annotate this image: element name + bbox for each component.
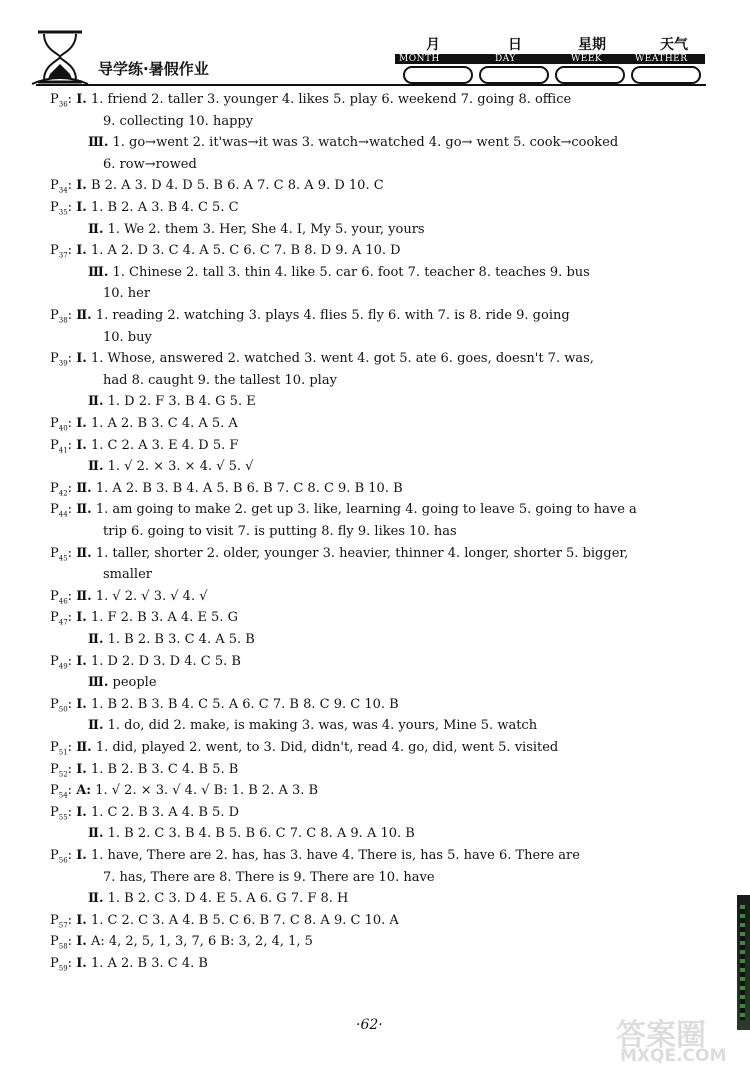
page-ref: $P_{49}$: [50, 653, 77, 671]
page-ref: $P_{36}$: [50, 92, 77, 109]
answer-line [50, 654, 241, 671]
section-marker: Ⅲ. [88, 264, 109, 280]
section-marker: Ⅱ. [88, 826, 104, 842]
page-ref-number: 55 [58, 813, 68, 822]
answer-line [103, 114, 253, 129]
section-marker: Ⅱ. [76, 502, 92, 518]
section-marker: Ⅰ. [76, 848, 87, 863]
month-field[interactable] [403, 66, 473, 84]
month-label: 月 [426, 37, 440, 53]
page-ref-number: 51 [58, 748, 68, 757]
answer-text: 1. B 2. C 3. B 4. B 5. B 6. C 7. C 8. A 9. A 10. B [107, 826, 415, 842]
section-marker: Ⅱ. [76, 480, 92, 496]
page-ref-number: 49 [58, 662, 68, 671]
brand-title: 导学练·暑假作业 [98, 60, 209, 78]
section-marker: Ⅰ. [76, 761, 87, 777]
page-ref: $P_{52}$: [50, 761, 77, 779]
section-marker: Ⅱ. [88, 891, 104, 907]
page-ref: $P_{39}$: [50, 351, 77, 368]
answer-line [50, 589, 208, 606]
page-ref-number: 50 [58, 705, 68, 714]
section-marker: Ⅱ. [76, 308, 92, 323]
section-marker: Ⅰ. [76, 804, 87, 820]
page-ref: $P_{38}$: [50, 308, 77, 325]
section-marker: Ⅲ. [88, 135, 109, 151]
answer-line [50, 481, 403, 498]
answer-text: 1. go→went 2. it'was→it was 3. watch→watched 4. go→ went 5. cook→cooked [112, 135, 619, 151]
section-marker: A: [76, 783, 92, 799]
header-divider [36, 84, 706, 86]
weather-field[interactable] [631, 66, 701, 84]
answer-text: 10. buy [103, 329, 152, 345]
answer-line [50, 200, 239, 217]
answer-text: trip 6. going to visit 7. is putting 8. fly 9. likes 10. has [103, 524, 457, 539]
answer-line [88, 826, 415, 841]
answer-text: 1. A 2. D 3. C 4. A 5. C 6. C 7. B 8. D 9. A 10. D [90, 243, 401, 259]
page-ref: $P_{55}$: [50, 804, 77, 822]
section-marker: Ⅱ. [88, 718, 104, 734]
section-marker: Ⅱ. [76, 545, 92, 561]
answer-line [50, 502, 637, 519]
band-week: WEEK [571, 54, 603, 64]
page-ref: $P_{50}$: [50, 696, 77, 714]
answer-text: 7. has, There are 8. There is 9. There are 10. have [103, 869, 435, 885]
page-ref: $P_{58}$: [50, 934, 77, 951]
answer-text: 1. friend 2. taller 3. younger 4. likes 5. play 6. weekend 7. going 8. office [90, 92, 572, 107]
answer-line [103, 157, 197, 172]
answer-line [50, 243, 401, 260]
answer-text: 1. reading 2. watching 3. plays 4. flies 5. fly 6. with 7. is 8. ride 9. going [95, 308, 570, 323]
answer-line [103, 567, 152, 582]
section-marker: Ⅰ. [76, 610, 87, 626]
answer-line [50, 913, 399, 930]
answer-line [50, 308, 570, 325]
section-marker: Ⅰ. [76, 92, 87, 107]
answer-text: 1. C 2. C 3. A 4. B 5. C 6. B 7. C 8. A 9. C 10. A [90, 912, 399, 928]
page-ref: $P_{56}$: [50, 848, 77, 865]
answer-line [103, 373, 337, 388]
page-ref: $P_{44}$: [50, 502, 77, 519]
weather-label: 天气 [660, 37, 688, 53]
answer-text: A: 4, 2, 5, 1, 3, 7, 6 B: 3, 2, 4, 1, 5 [90, 934, 313, 950]
section-marker: Ⅰ. [76, 696, 87, 712]
page-ref: $P_{57}$: [50, 912, 77, 930]
answer-line [88, 459, 253, 474]
answer-text: 10. her [103, 286, 151, 302]
band-weather: WEATHER [635, 54, 688, 64]
answer-text: 1. A 2. B 3. B 4. A 5. B 6. B 7. C 8. C 9. B 10. B [95, 480, 403, 496]
answer-line [50, 783, 318, 800]
answer-line [50, 416, 238, 433]
section-marker: Ⅰ. [76, 934, 87, 950]
answer-line [88, 718, 537, 733]
answer-line [50, 848, 580, 865]
date-fields [395, 64, 705, 86]
page-ref-number: 56 [58, 856, 68, 865]
answer-line [50, 934, 313, 951]
answer-line [50, 762, 238, 779]
answer-line [50, 351, 594, 368]
page-ref-number: 34 [58, 186, 68, 195]
answer-line [88, 222, 425, 237]
answer-line [50, 178, 384, 195]
page-ref: $P_{41}$: [50, 437, 77, 455]
watermark-line1: 答案圈 [616, 1018, 706, 1053]
section-marker: Ⅰ. [76, 653, 87, 669]
answer-text: 1. Chinese 2. tall 3. thin 4. like 5. car 6. foot 7. teacher 8. teaches 9. bus [112, 264, 590, 280]
page-header [0, 0, 750, 90]
answer-text: people [112, 675, 157, 691]
answer-text: 1. D 2. D 3. D 4. C 5. B [90, 653, 241, 669]
answer-line [103, 524, 457, 539]
page-ref-number: 40 [58, 424, 68, 433]
answer-text: 1. √ 2. × 3. × 4. √ 5. √ [107, 459, 254, 475]
watermark-line2: MXQE.COM [620, 1046, 727, 1066]
answer-text: 1. We 2. them 3. Her, She 4. I, My 5. your, yours [107, 221, 425, 237]
answer-text: 9. collecting 10. happy [103, 113, 254, 129]
answer-text: 1. taller, shorter 2. older, younger 3. heavier, thinner 4. longer, shorter 5. bigger, [95, 545, 629, 561]
page-ref-number: 39 [58, 359, 68, 368]
answer-line [103, 870, 435, 885]
section-marker: Ⅰ. [76, 912, 87, 928]
answer-text: 1. have, There are 2. has, has 3. have 4. There is, has 5. have 6. There are [90, 848, 580, 863]
answer-text: 6. row→rowed [103, 156, 197, 172]
section-marker: Ⅰ. [76, 437, 87, 453]
answer-line [50, 956, 208, 973]
answer-line [88, 265, 590, 280]
answer-text: had 8. caught 9. the tallest 10. play [103, 372, 337, 388]
page-ref-number: 57 [58, 921, 68, 930]
page-ref: $P_{37}$: [50, 243, 77, 260]
answer-text: 1. D 2. F 3. B 4. G 5. E [107, 394, 256, 410]
day-field[interactable] [479, 66, 549, 84]
answer-line [50, 438, 238, 455]
page-ref-number: 54 [58, 791, 68, 800]
answer-text: 1. A 2. B 3. C 4. A 5. A [90, 416, 238, 431]
page-ref: $P_{47}$: [50, 610, 77, 627]
date-band [395, 54, 705, 64]
page-ref-number: 42 [58, 489, 68, 498]
answer-text: 1. am going to make 2. get up 3. like, learning 4. going to leave 5. going to have a [95, 502, 637, 518]
section-marker: Ⅱ. [88, 221, 104, 237]
band-day: DAY [495, 54, 516, 64]
page-ref: $P_{35}$: [50, 200, 77, 217]
page-ref-number: 36 [58, 100, 68, 109]
page-ref: $P_{54}$: [50, 783, 77, 800]
week-field[interactable] [555, 66, 625, 84]
answer-line [50, 546, 628, 563]
section-marker: Ⅱ. [88, 632, 104, 647]
answer-text: 1. C 2. B 3. A 4. B 5. D [90, 804, 240, 820]
page-ref-number: 52 [58, 770, 68, 779]
section-marker: Ⅰ. [76, 243, 87, 259]
date-labels [0, 34, 750, 54]
answer-text: 1. B 2. C 3. D 4. E 5. A 6. G 7. F 8. H [107, 891, 349, 907]
week-label: 星期 [578, 37, 606, 53]
answer-line [103, 330, 152, 345]
watermark [616, 1010, 746, 1068]
page-ref: $P_{46}$: [50, 588, 77, 606]
answer-text: 1. B 2. B 3. C 4. A 5. B [107, 632, 255, 647]
section-marker: Ⅰ. [76, 351, 87, 367]
answer-line [88, 891, 348, 906]
section-marker: Ⅰ. [76, 956, 87, 971]
answer-text: 1. B 2. B 3. B 4. C 5. A 6. C 7. B 8. C 9. C 10. B [90, 696, 399, 712]
answer-text: 1. B 2. A 3. B 4. C 5. C [90, 200, 239, 215]
page-ref-number: 59 [58, 964, 68, 973]
answer-line [50, 697, 399, 714]
answer-text: 1. Whose, answered 2. watched 3. went 4. got 5. ate 6. goes, doesn't 7. was, [90, 351, 594, 367]
page-ref: $P_{51}$: [50, 740, 77, 757]
answer-line [50, 805, 239, 822]
answer-text: 1. √ 2. × 3. √ 4. √ B: 1. B 2. A 3. B [95, 783, 319, 799]
answer-line [50, 740, 558, 757]
page-ref: $P_{40}$: [50, 416, 77, 433]
page-ref-number: 35 [58, 208, 68, 217]
page-ref-number: 44 [58, 510, 68, 519]
answer-text: 1. F 2. B 3. A 4. E 5. G [90, 610, 238, 626]
answer-line [103, 286, 150, 301]
answer-text: 1. √ 2. √ 3. √ 4. √ [95, 588, 208, 604]
answer-line [88, 394, 256, 409]
page-ref-number: 37 [58, 251, 68, 260]
section-marker: Ⅰ. [76, 200, 87, 215]
page-number: ·62· [356, 1017, 383, 1033]
day-label: 日 [508, 37, 522, 53]
answer-text: B 2. A 3. D 4. D 5. B 6. A 7. C 8. A 9. D 10. C [90, 178, 384, 194]
section-marker: Ⅱ. [88, 459, 104, 475]
answer-text: 1. B 2. B 3. C 4. B 5. B [90, 761, 239, 777]
answer-text: 1. C 2. A 3. E 4. D 5. F [90, 437, 239, 453]
page-ref-number: 46 [58, 597, 68, 606]
page-ref: $P_{42}$: [50, 480, 77, 498]
section-marker: Ⅱ. [76, 740, 92, 755]
section-marker: Ⅱ. [76, 588, 92, 604]
page-ref: $P_{34}$: [50, 178, 77, 195]
page-ref-number: 41 [58, 446, 68, 455]
answer-text: 1. do, did 2. make, is making 3. was, was 4. yours, Mine 5. watch [107, 718, 538, 734]
page-ref-number: 38 [58, 316, 68, 325]
answer-line [88, 135, 618, 150]
page-ref-number: 58 [58, 942, 68, 951]
answer-line [50, 610, 238, 627]
page-ref: $P_{59}$: [50, 956, 77, 973]
section-marker: Ⅰ. [76, 416, 87, 431]
answer-text: 1. did, played 2. went, to 3. Did, didn't, read 4. go, did, went 5. visited [95, 740, 559, 755]
section-marker: Ⅱ. [88, 394, 104, 410]
answer-line [50, 92, 571, 109]
answer-text: 1. A 2. B 3. C 4. B [90, 956, 208, 971]
page-ref-number: 47 [58, 618, 68, 627]
answer-line [88, 632, 255, 647]
page-ref: $P_{45}$: [50, 545, 77, 563]
answer-text: smaller [103, 567, 152, 583]
page-ref-number: 45 [58, 554, 68, 563]
section-marker: Ⅰ. [76, 178, 87, 194]
section-marker: Ⅲ. [88, 675, 109, 691]
band-month: MONTH [399, 54, 440, 64]
answer-line [88, 675, 157, 690]
